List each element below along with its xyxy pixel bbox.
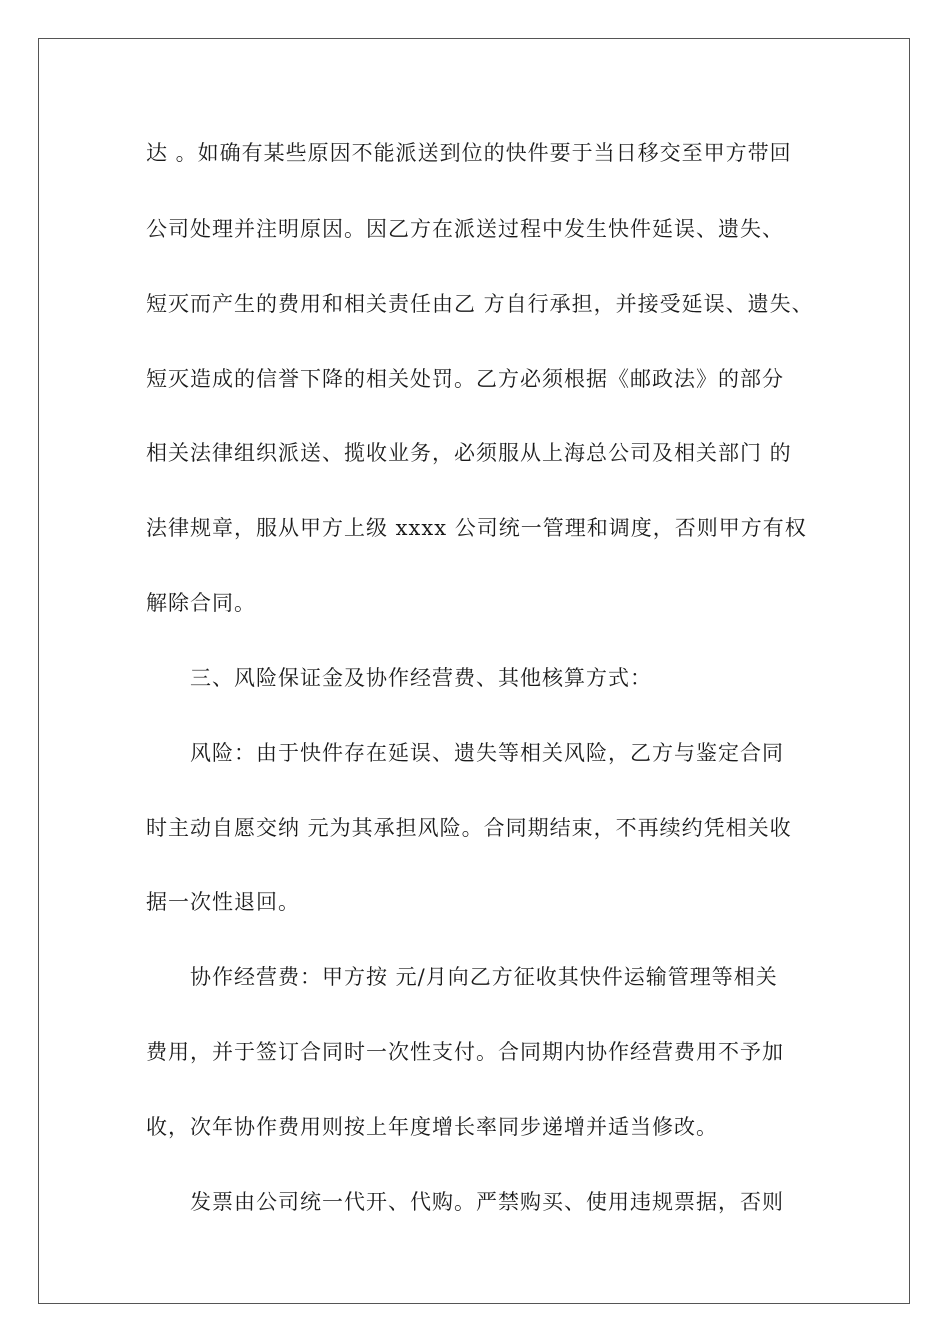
text-line-13: 费用，并于签订合同时一次性支付。合同期内协作经营费用不予加 [146, 1040, 784, 1064]
text-line-15: 发票由公司统一代开、代购。严禁购买、使用违规票据，否则 [190, 1190, 784, 1214]
text-line-9: 风险：由于快件存在延误、遗失等相关风险，乙方与鉴定合同 [190, 741, 784, 765]
text-line-5: 相关法律组织派送、揽收业务，必须服从上海总公司及相关部门 的 [146, 441, 792, 465]
text-line-1: 达 。如确有某些原因不能派送到位的快件要于当日移交至甲方带回 [146, 141, 792, 165]
section-heading: 三、风险保证金及协作经营费、其他核算方式： [190, 666, 652, 690]
text-line-4: 短灭造成的信誉下降的相关处罚。乙方必须根据《邮政法》的部分 [146, 367, 784, 391]
text-line-7: 解除合同。 [146, 591, 256, 615]
text-line-14: 收，次年协作费用则按上年度增长率同步递增并适当修改。 [146, 1115, 718, 1139]
text-line-3: 短灭而产生的费用和相关责任由乙 方自行承担，并接受延误、遗失、 [146, 292, 814, 316]
text-line-12: 协作经营费：甲方按 元/月向乙方征收其快件运输管理等相关 [190, 965, 778, 989]
text-line-10: 时主动自愿交纳 元为其承担风险。合同期结束，不再续约凭相关收 [146, 816, 792, 840]
text-line-11: 据一次性退回。 [146, 890, 300, 914]
text-line-2: 公司处理并注明原因。因乙方在派送过程中发生快件延误、遗失、 [146, 217, 784, 241]
text-line-6: 法律规章，服从甲方上级 xxxx 公司统一管理和调度，否则甲方有权 [146, 516, 807, 540]
